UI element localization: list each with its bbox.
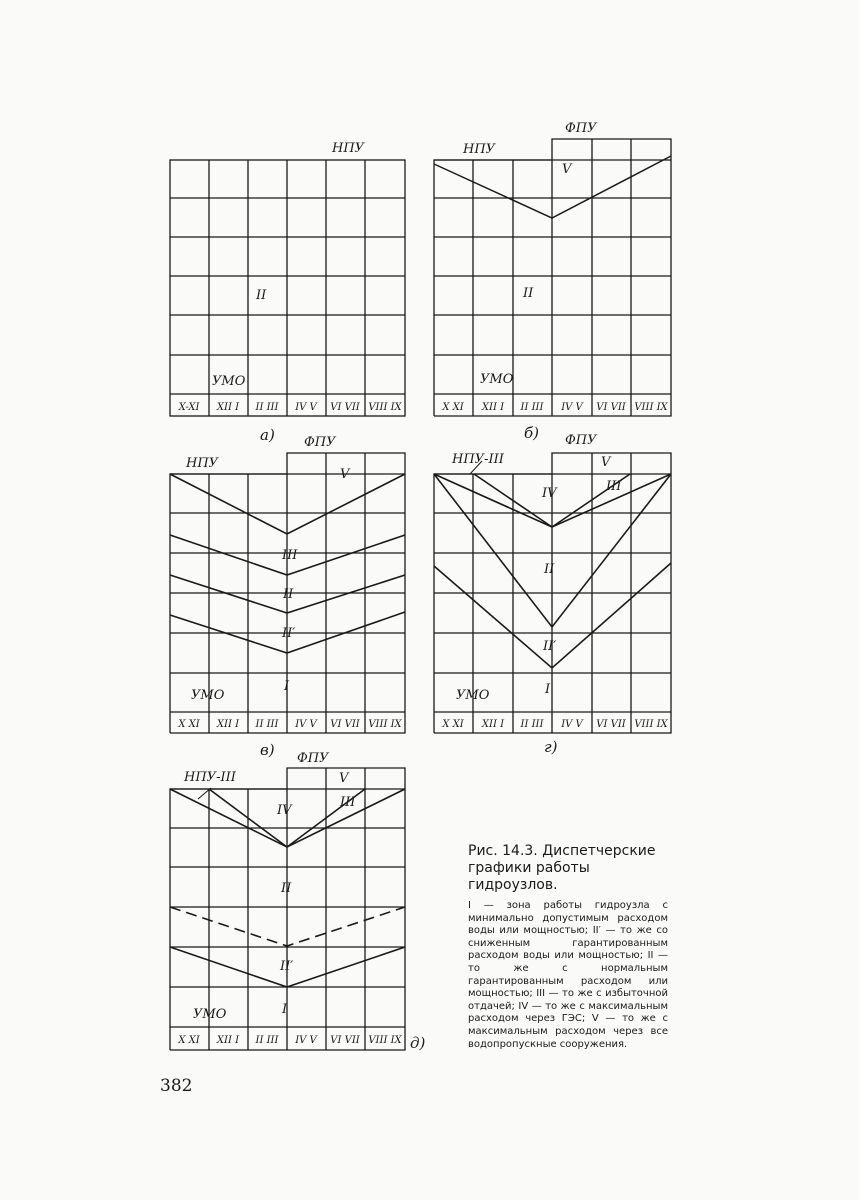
month-label: XII I bbox=[216, 719, 240, 730]
month-label: II III bbox=[520, 719, 544, 730]
month-label: II III bbox=[255, 402, 279, 413]
month-label: VI VII bbox=[330, 1035, 360, 1046]
panel-g-npu-III-label: НПУ-III bbox=[452, 452, 504, 467]
panel-g-zone-III: III bbox=[606, 479, 622, 494]
month-label: XII I bbox=[481, 719, 505, 730]
month-label: X XI bbox=[178, 1035, 200, 1046]
month-label: VI VII bbox=[596, 719, 626, 730]
month-label: VIII IX bbox=[368, 719, 402, 730]
month-label: IV V bbox=[295, 1035, 317, 1046]
month-label: X-XI bbox=[178, 402, 200, 413]
panel-d-npu-III-label: НПУ-III bbox=[184, 770, 236, 785]
panel-g-zone-I: I bbox=[545, 682, 551, 697]
panel-g-zone-IV: IV bbox=[542, 486, 557, 501]
caption-body: I — зона работы гидроузла с минимально допустимым расходом воды или мощностью; II′ — то же со сниженным гарантированным расходом воды или мощностью; II — то же с нормальным гарантированным расходом или мощностью; III — то же с избыточной отдачей; IV — то же с максимальным расходом через ГЭС; V — то же с максимальным расходом через все водопропускные сооружения. bbox=[468, 900, 668, 1050]
panel-v-zone-II-prime: II′ bbox=[282, 626, 296, 641]
panel-a-grid bbox=[170, 160, 405, 416]
figure-caption bbox=[468, 843, 668, 1051]
panel-v-zone-V: V bbox=[340, 467, 350, 482]
panel-d-letter: д) bbox=[410, 1034, 426, 1052]
panel-d-fpu-label: ФПУ bbox=[297, 751, 329, 766]
month-label: II III bbox=[255, 719, 279, 730]
caption-title: Рис. 14.3. Диспетчерские графики работы гидроузлов. bbox=[468, 843, 656, 893]
panel-d-zone-IV: IV bbox=[277, 803, 292, 818]
panel-b-fpu-label: ФПУ bbox=[565, 121, 597, 136]
panel-a-zone-II: II bbox=[256, 288, 267, 303]
panel-d-zone-III: III bbox=[340, 795, 356, 810]
month-label: IV V bbox=[295, 402, 317, 413]
panel-g-letter: г) bbox=[544, 738, 558, 756]
panel-b-npu-label: НПУ bbox=[463, 142, 496, 157]
panel-g-fpu-label: ФПУ bbox=[565, 433, 597, 448]
panel-b-zone-V: V bbox=[562, 162, 572, 177]
panel-v-letter: в) bbox=[260, 741, 275, 759]
panel-b-month-labels bbox=[441, 402, 668, 413]
panel-b-umo-label: УМО bbox=[480, 372, 514, 387]
month-label: VIII IX bbox=[368, 402, 402, 413]
month-label: IV V bbox=[295, 719, 317, 730]
panel-d-month-labels bbox=[177, 1035, 402, 1046]
month-label: VIII IX bbox=[368, 1035, 402, 1046]
panel-g-zone-II-prime: II′ bbox=[543, 639, 557, 654]
month-label: XII I bbox=[216, 402, 240, 413]
panel-g-month-labels bbox=[441, 719, 668, 730]
panel-v-month-labels bbox=[177, 719, 402, 730]
month-label: II III bbox=[255, 1035, 279, 1046]
panel-v-npu-label: НПУ bbox=[186, 456, 219, 471]
panel-g-umo-label: УМО bbox=[456, 688, 490, 703]
page-number: 382 bbox=[160, 1076, 193, 1096]
panel-b-zone-II: II bbox=[523, 286, 534, 301]
panel-d-zone-II-prime: II′ bbox=[280, 959, 294, 974]
panel-b-grid bbox=[434, 139, 671, 416]
panel-v-zone-I: I bbox=[284, 679, 290, 694]
month-label: X XI bbox=[442, 719, 464, 730]
panel-v-fpu-label: ФПУ bbox=[304, 435, 336, 450]
panel-a-letter: а) bbox=[260, 426, 275, 444]
month-label: IV V bbox=[561, 402, 583, 413]
panel-b-letter: б) bbox=[524, 424, 540, 442]
month-label: VIII IX bbox=[634, 402, 668, 413]
panel-d-zone-I: I bbox=[282, 1002, 288, 1017]
month-label: XII I bbox=[216, 1035, 240, 1046]
panel-d-zone-II: II bbox=[281, 881, 292, 896]
month-label: XII I bbox=[481, 402, 505, 413]
panel-v-zone-III: III bbox=[282, 548, 298, 563]
panel-a-umo-label: УМО bbox=[212, 374, 246, 389]
panel-v-zone-II: II bbox=[283, 587, 294, 602]
panel-g-zone-V: V bbox=[601, 455, 611, 470]
month-label: VIII IX bbox=[634, 719, 668, 730]
month-label: VI VII bbox=[330, 402, 360, 413]
panel-d-umo-label: УМО bbox=[193, 1007, 227, 1022]
panel-a-month-labels bbox=[178, 402, 403, 413]
month-label: X XI bbox=[442, 402, 464, 413]
panel-a-npu-label: НПУ bbox=[332, 141, 365, 156]
month-label: VI VII bbox=[330, 719, 360, 730]
panel-v-umo-label: УМО bbox=[191, 688, 225, 703]
panel-d-zone-V: V bbox=[339, 771, 349, 786]
month-label: II III bbox=[520, 402, 544, 413]
month-label: VI VII bbox=[596, 402, 626, 413]
panel-g-zone-II: II bbox=[544, 562, 555, 577]
month-label: X XI bbox=[178, 719, 200, 730]
month-label: IV V bbox=[561, 719, 583, 730]
